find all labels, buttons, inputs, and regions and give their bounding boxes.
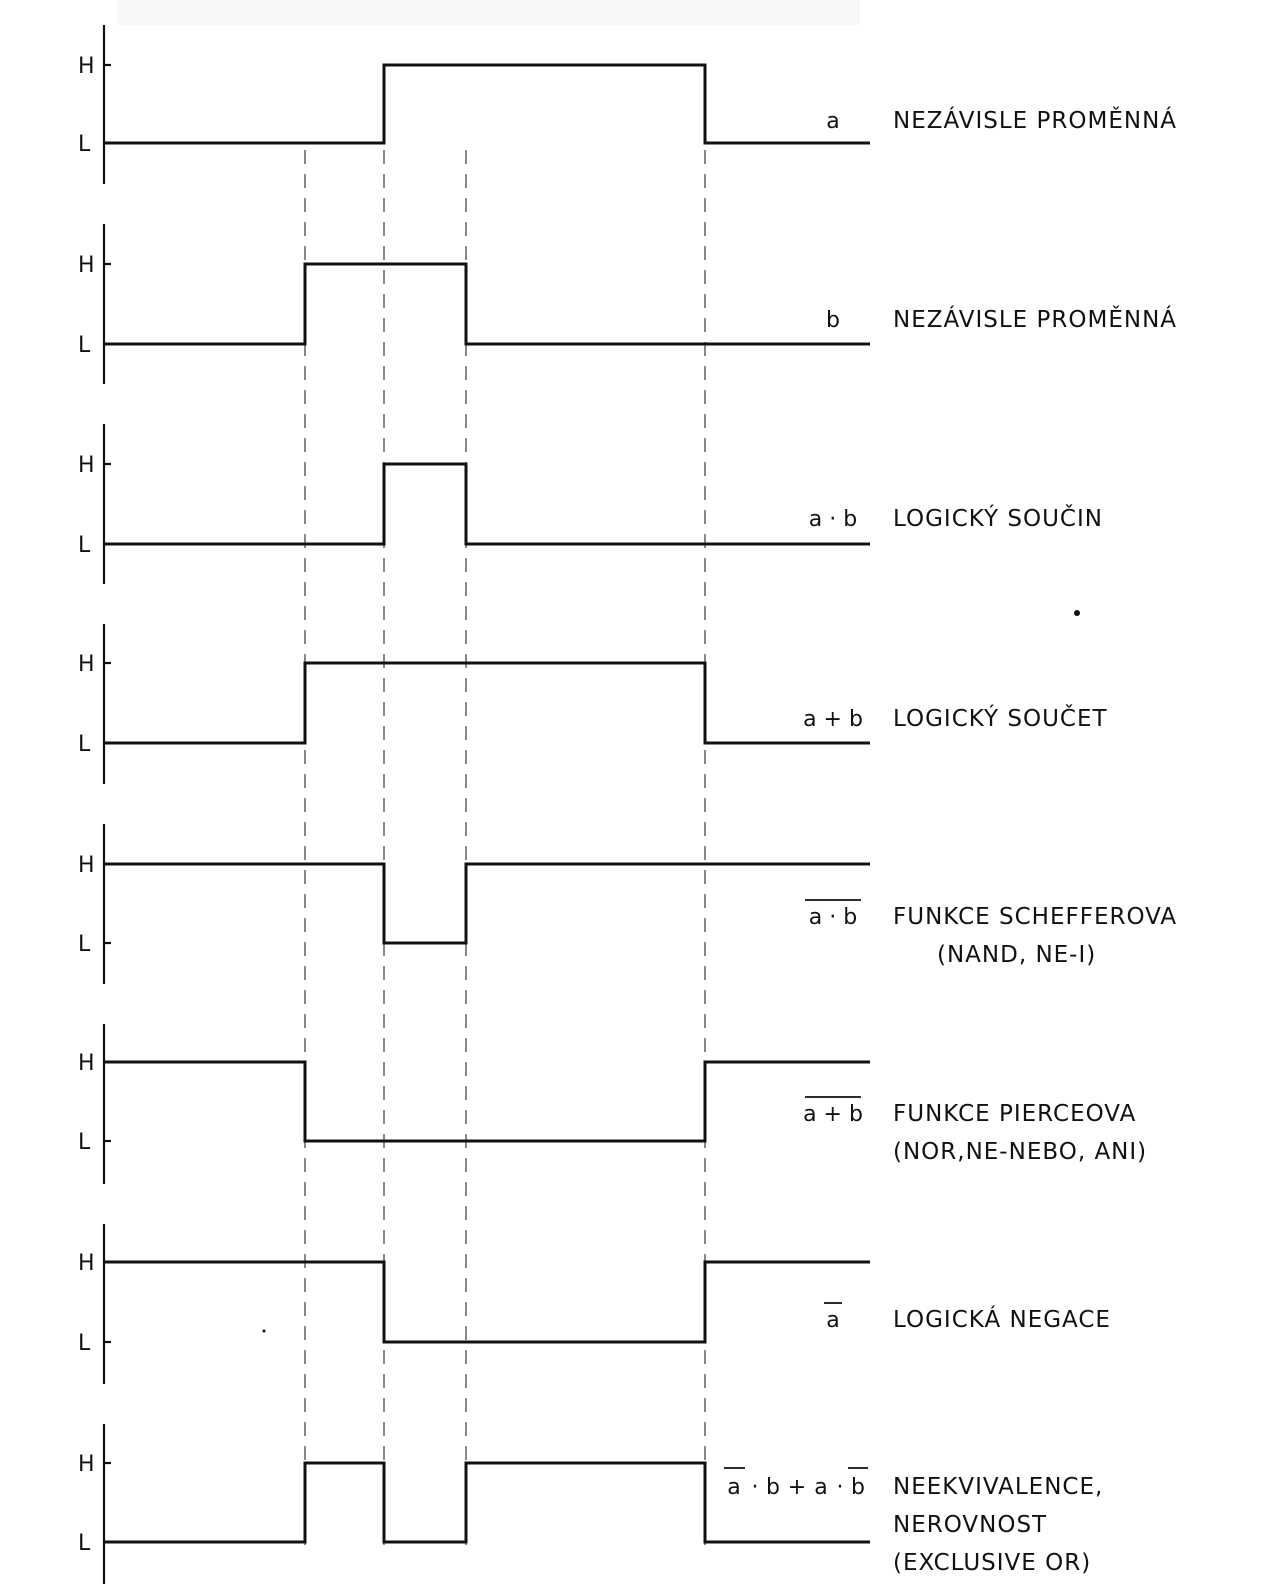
low-level-label: L bbox=[78, 333, 91, 358]
low-level-label: L bbox=[78, 132, 91, 157]
signal-row-or bbox=[78, 624, 1108, 784]
description-line: NEZÁVISLE PROMĚNNÁ bbox=[893, 307, 1178, 333]
top-light-band bbox=[117, 0, 860, 25]
expression-part: · bbox=[751, 1475, 759, 1500]
expression-part: · bbox=[836, 1475, 844, 1500]
expression-part: b bbox=[851, 1475, 865, 1500]
waveform bbox=[104, 1062, 870, 1141]
expression-part: b bbox=[766, 1475, 780, 1500]
signal-row-nand bbox=[78, 824, 1177, 984]
low-level-label: L bbox=[78, 1331, 91, 1356]
scan-speck bbox=[1074, 610, 1080, 616]
expression-label: a · b bbox=[808, 507, 858, 532]
waveform bbox=[104, 464, 870, 544]
signal-row-xor bbox=[78, 1424, 1103, 1584]
high-level-label: H bbox=[78, 1251, 95, 1276]
expression-label: a · b bbox=[808, 905, 858, 930]
description-line: NEEKVIVALENCE, bbox=[893, 1474, 1104, 1500]
expression-label: a bbox=[826, 109, 840, 134]
high-level-label: H bbox=[78, 1051, 95, 1076]
signal-row-b bbox=[78, 224, 1177, 384]
expression-part: + bbox=[787, 1475, 807, 1500]
description-line: NEZÁVISLE PROMĚNNÁ bbox=[893, 108, 1178, 134]
low-level-label: L bbox=[78, 1130, 91, 1155]
waveform bbox=[104, 1262, 870, 1342]
waveform bbox=[104, 663, 870, 743]
expression-label: a + b bbox=[803, 1102, 863, 1127]
description-line: FUNKCE PIERCEOVA bbox=[893, 1101, 1137, 1127]
scan-speck-small bbox=[263, 1330, 266, 1333]
low-level-label: L bbox=[78, 533, 91, 558]
high-level-label: H bbox=[78, 1452, 95, 1477]
high-level-label: H bbox=[78, 853, 95, 878]
description-line: NEROVNOST bbox=[893, 1512, 1048, 1538]
high-level-label: H bbox=[78, 652, 95, 677]
expression-label: b bbox=[826, 308, 840, 333]
waveform bbox=[104, 864, 870, 943]
waveform bbox=[104, 65, 870, 143]
expression-label: a + b bbox=[803, 707, 863, 732]
high-level-label: H bbox=[78, 253, 95, 278]
description-line: FUNKCE SCHEFFEROVA bbox=[893, 904, 1178, 930]
description-line: LOGICKÁ NEGACE bbox=[893, 1307, 1111, 1333]
waveform bbox=[104, 264, 870, 344]
expression-part: a bbox=[727, 1475, 741, 1500]
high-level-label: H bbox=[78, 54, 95, 79]
signal-row-and bbox=[78, 424, 1103, 584]
high-level-label: H bbox=[78, 453, 95, 478]
low-level-label: L bbox=[78, 732, 91, 757]
vertical-guides bbox=[305, 150, 705, 1545]
description-line: (NOR,NE-NEBO, ANI) bbox=[893, 1139, 1148, 1165]
expression-label: a bbox=[826, 1308, 840, 1333]
expression-part: a bbox=[814, 1475, 828, 1500]
description-line: LOGICKÝ SOUČIN bbox=[893, 506, 1103, 532]
description-line: LOGICKÝ SOUČET bbox=[893, 706, 1108, 732]
low-level-label: L bbox=[78, 932, 91, 957]
signal-row-nor bbox=[78, 1024, 1147, 1184]
description-line: (EXCLUSIVE OR) bbox=[893, 1550, 1092, 1576]
low-level-label: L bbox=[78, 1531, 91, 1556]
signal-row-a bbox=[78, 25, 1177, 184]
signal-row-not_a bbox=[78, 1224, 1111, 1384]
description-line: (NAND, NE-I) bbox=[937, 942, 1097, 968]
signal-rows bbox=[78, 25, 1177, 1584]
